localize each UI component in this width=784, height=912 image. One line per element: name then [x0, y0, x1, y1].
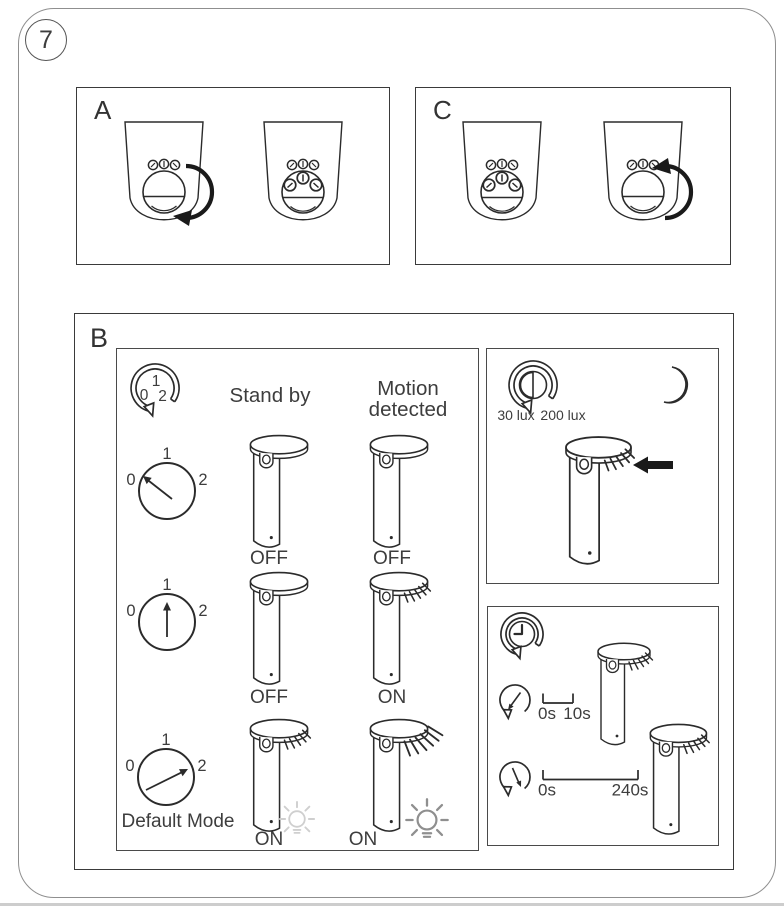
lux-high-label: 200 lux [540, 407, 586, 423]
dial-num-0: 0 [126, 471, 136, 489]
mode-dial-position-2 [125, 731, 206, 805]
sensor-cover-closed [143, 171, 185, 213]
short-range-end: 10s [563, 704, 591, 723]
bollard-lamp [650, 724, 706, 834]
bollard-lamp [598, 643, 650, 744]
timer-setting-box [487, 606, 719, 846]
bollard-lamp [566, 437, 631, 564]
motion-column-header-line2: detected [368, 398, 448, 421]
motion-state: ON [348, 829, 378, 849]
bollard-lamp-on-dim [250, 720, 307, 832]
mode-dial-position-1 [126, 576, 207, 650]
clock-rotate-icon [501, 613, 543, 658]
lamp-head-open [463, 122, 541, 220]
panel-a-label: A [94, 95, 112, 125]
standby-column-header: Stand by [229, 384, 311, 407]
panel-b-label: B [90, 323, 109, 353]
mode-icon-num-1: 1 [151, 373, 161, 390]
mode-icon-num-0: 0 [139, 387, 149, 404]
short-range-line [543, 694, 573, 704]
long-range-end: 240s [611, 780, 649, 800]
panel-c [415, 87, 731, 265]
panel-c-label: C [433, 95, 452, 125]
lux-low-label: 30 lux [497, 407, 535, 423]
motion-state: OFF [373, 548, 411, 569]
long-range-line [543, 770, 638, 780]
panel-a-illustration [77, 88, 387, 262]
lux-dial-rotate-icon [509, 361, 557, 413]
dial-num-1: 1 [162, 445, 172, 463]
default-mode-label: Default Mode [121, 811, 235, 832]
standby-state: OFF [250, 548, 288, 569]
standby-state: OFF [250, 687, 288, 708]
long-range-start: 0s [538, 780, 556, 800]
moon-icon [664, 367, 687, 403]
lamp-head-open [264, 122, 342, 220]
sensor-cover-open-dials [282, 171, 324, 213]
pointing-arrow-icon [633, 457, 673, 474]
mode-row-2 [121, 720, 447, 849]
dial-num-2: 2 [197, 757, 207, 775]
sensor-cover-open-dials [481, 171, 523, 213]
panel-b [74, 313, 734, 870]
mode-table-box [116, 348, 479, 851]
bollard-lamp-off [250, 436, 307, 548]
standby-state: ON [254, 829, 284, 849]
mode-row-1 [126, 573, 430, 708]
timer-dial-long-icon [500, 762, 530, 795]
panel-a [76, 87, 390, 265]
sensor-cover-closed [622, 171, 664, 213]
motion-column-header-line1: Motion [377, 377, 439, 400]
clock-hands-icon [515, 625, 523, 634]
lux-setting-illustration [487, 349, 717, 582]
bollard-lamp-off [370, 436, 427, 548]
motion-state: ON [377, 687, 407, 708]
lamp-head-closed [604, 122, 691, 220]
rotate-arrow-ring-icon [501, 613, 543, 658]
dial-needle [163, 602, 171, 611]
mode-dial-position-0 [126, 445, 207, 519]
mode-dial-rotate-icon [131, 364, 179, 416]
rotate-arc-icon [500, 685, 530, 718]
figure-number-badge [25, 19, 67, 61]
mode-table-illustration [117, 349, 477, 849]
bright-bulb-icon [406, 799, 447, 836]
mode-row-0 [126, 436, 427, 569]
dial-num-2: 2 [198, 602, 208, 620]
dim-bulb-icon [280, 802, 314, 833]
dial-num-1: 1 [162, 576, 172, 594]
short-range-start: 0s [538, 704, 556, 723]
mode-icon-num-2: 2 [158, 388, 167, 405]
timer-dial-short-icon [500, 685, 530, 718]
lux-setting-box [486, 348, 719, 584]
figure-number: 7 [39, 25, 53, 54]
dial-num-2: 2 [198, 471, 208, 489]
scan-edge-shadow [0, 903, 784, 906]
bollard-lamp-off [250, 573, 307, 685]
dial-num-0: 0 [125, 757, 135, 775]
panel-c-illustration [416, 88, 728, 262]
dial-num-1: 1 [161, 731, 171, 749]
bollard-lamp-on [370, 573, 427, 685]
timer-setting-illustration [488, 607, 717, 844]
rotate-arc-icon [500, 762, 530, 795]
lamp-head-closed [125, 122, 212, 226]
dial-num-0: 0 [126, 602, 136, 620]
